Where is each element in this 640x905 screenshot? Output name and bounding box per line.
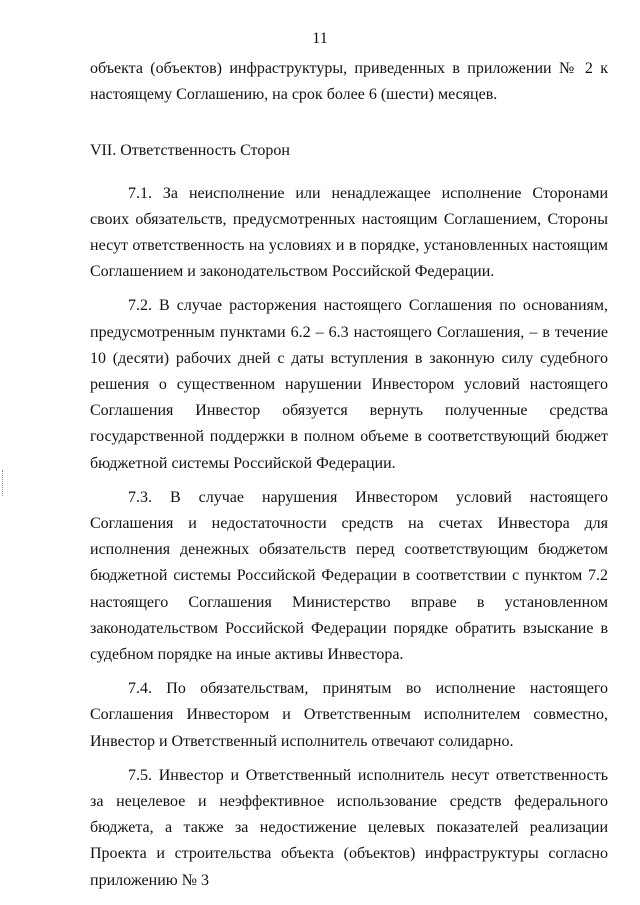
paragraph-7-5: 7.5. Инвестор и Ответственный исполнитель несут ответственность за нецелевое и неэффективное использование средств федерального бюджета, а также за недостижение целевых показателей реализации Проекта и строительства объекта (объектов) инфраструктуры согласно приложению № 3 <box>90 766 608 889</box>
intro-paragraph: объекта (объектов) инфраструктуры, приведенных в приложении № 2 к настоящему Соглашению, на срок более 6 (шести) месяцев. <box>90 60 608 104</box>
paragraph-7-1: 7.1. За неисполнение или ненадлежащее исполнение Сторонами своих обязательств, предусмотренных настоящим Соглашением, Стороны несут ответственность на условиях и в порядке, установленных настоящим Соглашением и законодательством Российской Федерации. <box>90 184 608 281</box>
scan-margin-mark <box>2 470 5 496</box>
document-body <box>90 56 608 894</box>
page-number: 11 <box>312 30 328 47</box>
paragraph-7-2: 7.2. В случае расторжения настоящего Соглашения по основаниям, предусмотренным пунктами 6.2 – 6.3 настоящего Соглашения, – в течение 10 (десяти) рабочих дней с даты вступления в законную силу судебного решения о существенном нарушении Инвестором условий настоящего Соглашения Инвестор обязуется вернуть полученные средства государственной поддержки в полном объеме в соответствующий бюджет бюджетной системы Российской Федерации. <box>90 297 608 472</box>
paragraph-7-3: 7.3. В случае нарушения Инвестором условий настоящего Соглашения и недостаточности средств на счетах Инвестора для исполнения денежных обязательств перед соответствующим бюджетом бюджетной системы Российской Федерации в соответствии с пунктом 7.2 настоящего Соглашения Министерство вправе в установленном законодательством Российской Федерации порядке обратить взыскание в судебном порядке на иные активы Инвестора. <box>90 488 608 664</box>
section-title: VII. Ответственность Сторон <box>90 142 290 160</box>
paragraph-7-4: 7.4. По обязательствам, принятым во исполнение настоящего Соглашения Инвестором и Ответственным исполнителем совместно, Инвестор и Ответственный исполнитель отвечают солидарно. <box>90 680 608 750</box>
